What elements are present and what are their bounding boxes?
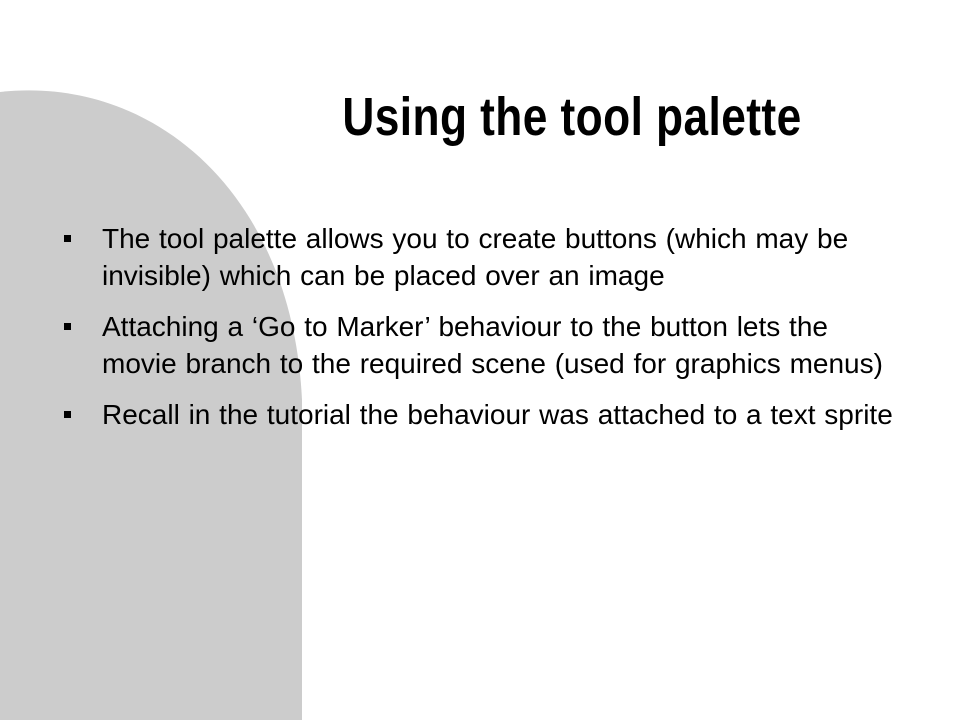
slide-title: Using the tool palette [342, 87, 802, 147]
bullet-text: Attaching a ‘Go to Marker’ behaviour to the button lets the movie branch to the required scene (used for graphics menus) [102, 311, 883, 379]
bullet-item [64, 308, 904, 382]
square-bullet-icon [64, 411, 71, 418]
bullet-list [64, 220, 904, 447]
bullet-item [64, 220, 904, 294]
bullet-text: The tool palette allows you to create buttons (which may be invisible) which can be placed over an image [102, 223, 849, 291]
bullet-item [64, 396, 904, 433]
square-bullet-icon [64, 235, 71, 242]
bullet-text: Recall in the tutorial the behaviour was attached to a text sprite [102, 399, 893, 430]
square-bullet-icon [64, 323, 71, 330]
